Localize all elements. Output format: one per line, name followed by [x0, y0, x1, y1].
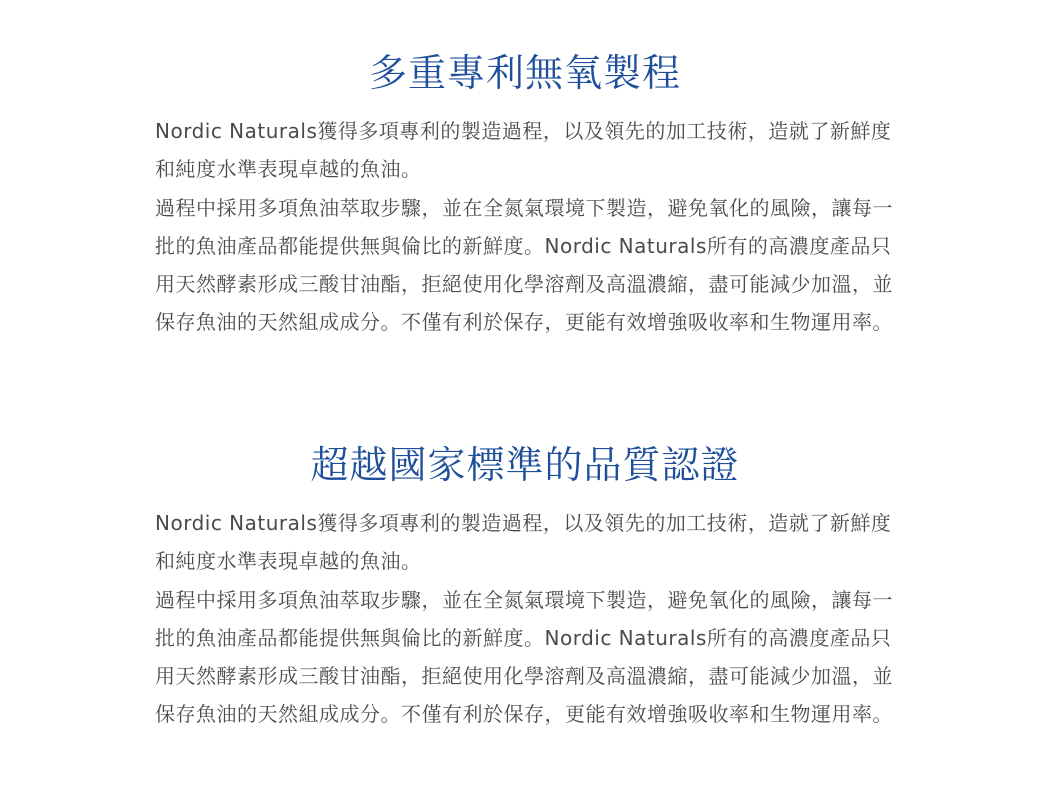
section-quality-certification	[0, 432, 1050, 734]
section-body	[155, 112, 895, 342]
section-title: 多重專利無氧製程	[368, 51, 681, 95]
section-title: 超越國家標準的品質認證	[310, 443, 740, 487]
body-paragraph: Nordic Naturals獲得多項專利的製造過程，以及領先的加工技術，造就了新鮮度和純度水準表現卓越的魚油。	[155, 511, 892, 574]
body-paragraph: 過程中採用多項魚油萃取步驟，並在全氮氣環境下製造，避免氧化的風險，讓每一批的魚油產品都能提供無與倫比的新鮮度。Nordic Naturals所有的高濃度產品只用天然酵素形成三酸甘油酯，拒絕使用化學溶劑及高溫濃縮，盡可能減少加溫，並保存魚油的天然組成成分。不僅有利於保存，更能有效增強吸收率和生物運用率。	[155, 587, 893, 727]
body-paragraph: Nordic Naturals獲得多項專利的製造過程，以及領先的加工技術，造就了新鮮度和純度水準表現卓越的魚油。	[155, 119, 892, 182]
section-patented-process	[0, 40, 1050, 342]
section-body	[155, 504, 895, 734]
body-paragraph: 過程中採用多項魚油萃取步驟，並在全氮氣環境下製造，避免氧化的風險，讓每一批的魚油產品都能提供無與倫比的新鮮度。Nordic Naturals所有的高濃度產品只用天然酵素形成三酸甘油酯，拒絕使用化學溶劑及高溫濃縮，盡可能減少加溫，並保存魚油的天然組成成分。不僅有利於保存，更能有效增強吸收率和生物運用率。	[155, 195, 893, 335]
